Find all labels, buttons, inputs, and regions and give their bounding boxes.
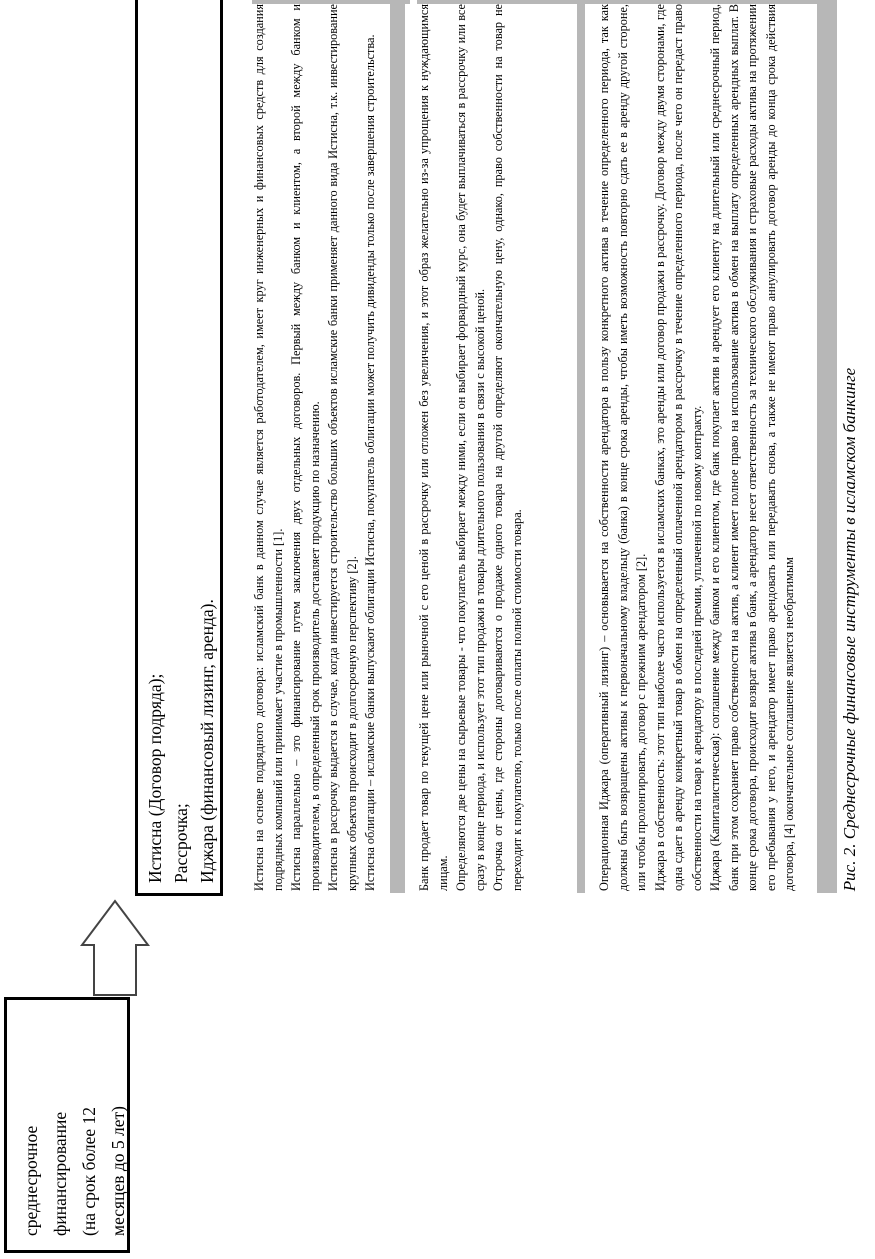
panel-text: [585, 4, 817, 899]
paragraph: Операционная Иджара (оперативный лизинг) – основывается на собственности арендатора в пользу конкретного актива в течение определенного периода, так как должны быть возвращены активы к первоначальному владельцу (банка) в конце срока аренды, чтобы иметь возможность повторно сдать ее в аренду другой стороне, или чтобы пролонгировать, договор с прежним арендатором [2].: [597, 4, 648, 891]
paragraph: Истисна облигации – исламские банки выпускают облигации Истисна, покупатель облигации может получить дивиденды только после завершения строительства.: [363, 34, 377, 891]
paragraph: Истисна параллельно – это финансирование путем заключения двух отдельных договоров. Первый между банком и клиентом, а второй между банком и производителем, в определенный срок производитель доставляет продукцию по назначению.: [289, 4, 322, 891]
paragraph: Иджара в собственность: этот тип наиболее часто используется в исламских банках, это аренды или договор продажи в рассрочку. Договор между двумя сторонами, где одна сдает в аренду конкретный товар в обмен на определенный оплаченной арендатором в рассрочку в течение определенного периода, после чего он передаст право собственности на товар к арендатору в последней премии, уплаченной по новому контракту.: [652, 4, 704, 891]
paragraph: Банк продает товар по текущей цене или рыночной с его ценой в рассрочку или отложен без увеличения, и этот образ желательно из-за упрощения к нуждающимся лицам.: [417, 4, 450, 891]
figure-caption: Рис. 2. Среднесрочные финансовые инструменты в исламском банкинге: [840, 367, 859, 892]
instruments-box: [135, 0, 223, 896]
instrument-item: Рассрочка;: [171, 803, 191, 883]
source-line: среднесрочное: [21, 1125, 41, 1236]
instrument-item: Истисна (Договор подряда);: [145, 673, 165, 883]
panel-text: [240, 4, 390, 899]
paragraph: Иджара (Капиталистическая): соглашение между банком и его клиентом, где банк покупает актив и арендует его клиенту на длительный или среднесрочный период, банк при этом сохраняет право собственности на актив, а клиент имеет полное право на использование актива в обмен на выплату определенных арендных выплат. В конце срока договора, происходит возврат актива в банк, а арендатор несет ответственность за технического обслуживания и страховые расходы актива на протяжении его пребывания у него, и арендатор имеет право арендовать или передавать снова, а также не имеют право аннулировать договор аренды до конца срока действия договора, [4] окончательное соглашение является необратимым: [708, 4, 796, 891]
panel-text: [405, 4, 577, 899]
paragraph: Отсрочка от цены, где стороны договариваются о продаже одного товара на другой определяют окончательную цену, однако, право собственности на товар не переходит к покупателю, только после оплаты полной стоимости товара.: [491, 4, 524, 891]
source-line: (на срок более 12: [79, 1106, 99, 1236]
paragraph: Определяются две цены на сырьевые товары - что покупатель выбирает между ними, если он выбирает форвардный курс, она будет выплачиваться в рассрочку или все сразу в конце периода, и использует этот тип продажи в товары длительного пользования в связи с высокой ценой.: [454, 4, 487, 891]
instrument-item: Иджара (финансовый лизинг, аренда).: [197, 599, 217, 883]
right-arrow-icon: [80, 897, 150, 997]
paragraph: Истисна в рассрочку выдается в случае, когда инвестируется строительство больших объектов исламские банки применяет данного вида Истисна, т.к. инвестирование крупных объектов происходит в долгосрочную перспективу [2].: [326, 4, 359, 891]
paragraph: Истисна на основе подрядного договора: исламский банк в данном случае является работодателем, имеет круг инженерных и финансовых средств для создания подрядных компаний или принимает участие в промышленности [1].: [252, 4, 285, 891]
source-line: месяцев до 5 лет): [108, 1106, 128, 1236]
source-line: финансирование: [50, 1111, 70, 1236]
medium-term-financing-box: [4, 997, 130, 1253]
